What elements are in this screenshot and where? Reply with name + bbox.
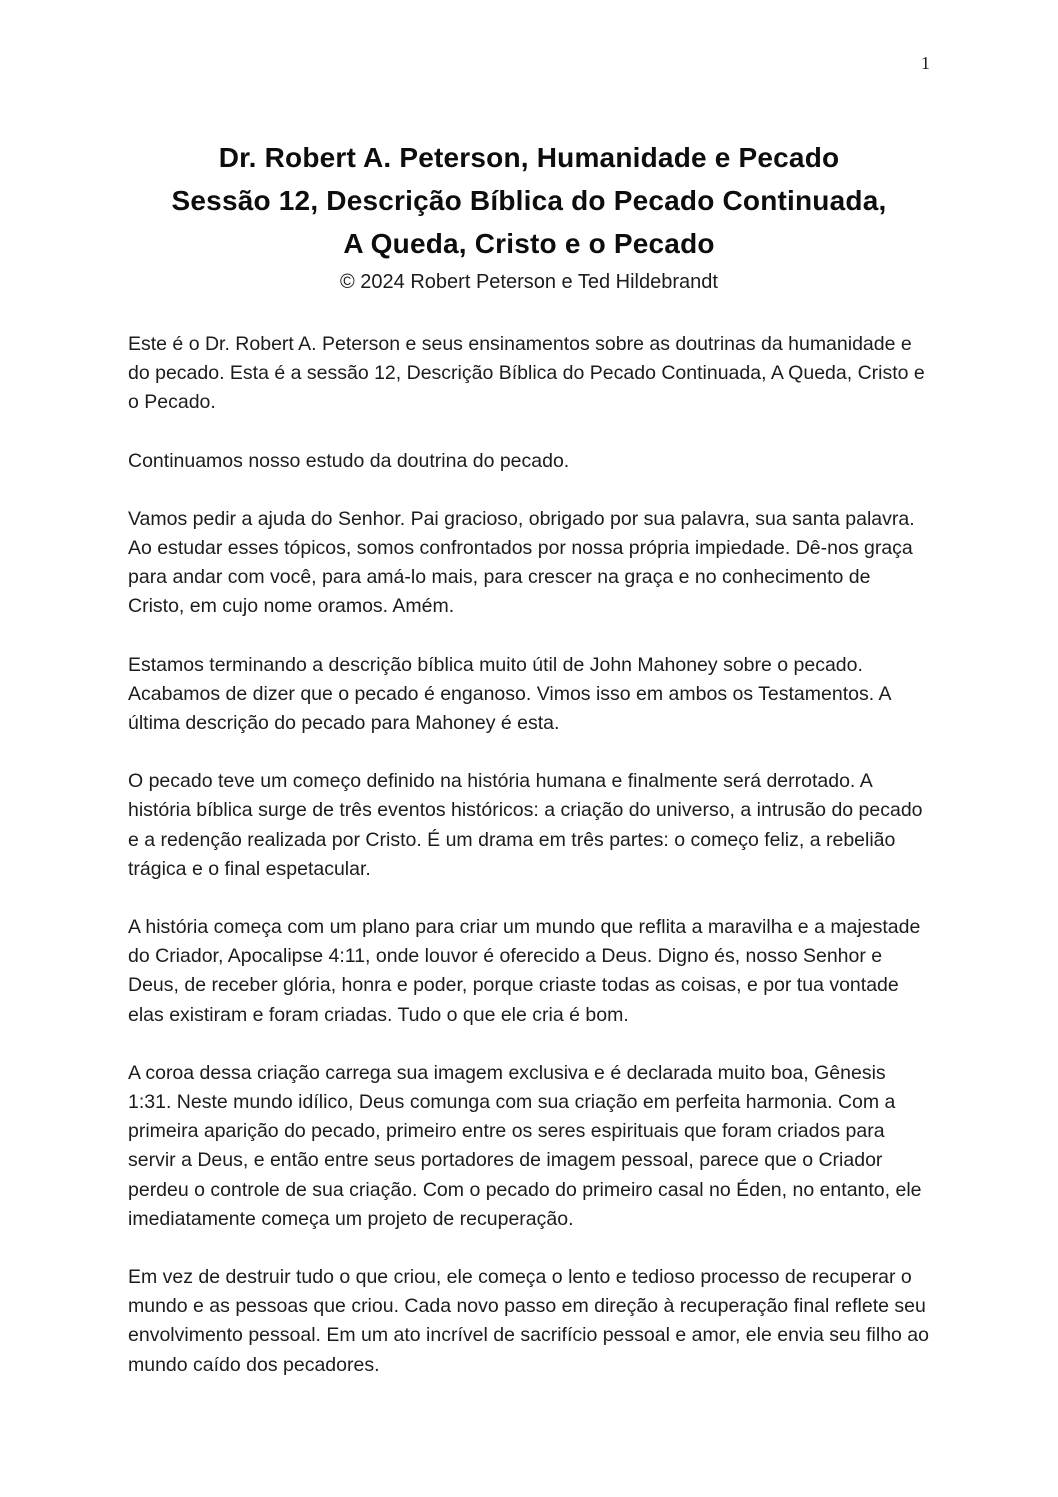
page-number: 1 <box>921 53 930 73</box>
copyright-line: © 2024 Robert Peterson e Ted Hildebrandt <box>340 271 718 293</box>
title-line-1: Dr. Robert A. Peterson, Humanidade e Pecado <box>218 142 840 173</box>
paragraph: Em vez de destruir tudo o que criou, ele começa o lento e tedioso processo de recuperar o mundo e as pessoas que criou. Cada novo passo em direção à recuperação final reflete seu envolvimento pessoal. Em um ato incrível de sacrifício pessoal e amor, ele envia seu filho ao mundo caído dos pecadores. <box>128 1266 929 1376</box>
paragraph: Este é o Dr. Robert A. Peterson e seus ensinamentos sobre as doutrinas da humanidade e do pecado. Esta é a sessão 12, Descrição Bíblica do Pecado Continuada, A Queda, Cristo e o Pecado. <box>128 333 925 414</box>
paragraph: Estamos terminando a descrição bíblica muito útil de John Mahoney sobre o pecado. Acabamos de dizer que o pecado é enganoso. Vimos isso em ambos os Testamentos. A última descrição do pecado para Mahoney é esta. <box>128 653 891 735</box>
paragraph: O pecado teve um começo definido na história humana e finalmente será derrotado. A história bíblica surge de três eventos históricos: a criação do universo, a intrusão do pecado e a redenção realizada por Cristo. É um drama em três partes: o começo feliz, a rebelião trágica e o final espetacular. <box>128 770 923 880</box>
paragraph: A coroa dessa criação carrega sua imagem exclusiva e é declarada muito boa, Gênesis 1:31. Neste mundo idílico, Deus comunga com sua criação em perfeita harmonia. Com a primeira aparição do pecado, primeiro entre os seres espirituais que foram criados para servir a Deus, e então entre seus portadores de imagem pessoal, parece que o Criador perdeu o controle de sua criação. Com o pecado do primeiro casal no Éden, no entanto, ele imediatamente começa um projeto de recuperação. <box>128 1061 922 1230</box>
title-line-2: Sessão 12, Descrição Bíblica do Pecado Continuada, <box>171 185 887 216</box>
paragraph: Vamos pedir a ajuda do Senhor. Pai gracioso, obrigado por sua palavra, sua santa palavra. Ao estudar esses tópicos, somos confrontados por nossa própria impiedade. Dê-nos graça para andar com você, para amá-lo mais, para crescer na graça e no conhecimento de Cristo, em cujo nome oramos. Amém. <box>128 507 915 618</box>
document-body <box>128 330 930 1380</box>
paragraph: A história começa com um plano para criar um mundo que reflita a maravilha e a majestade do Criador, Apocalipse 4:11, onde louvor é oferecido a Deus. Digno és, nosso Senhor e Deus, de receber glória, honra e poder, porque criaste todas as coisas, e por tua vontade elas existiram e foram criadas. Tudo o que ele cria é bom. <box>128 916 921 1026</box>
paragraph: Continuamos nosso estudo da doutrina do pecado. <box>128 449 570 472</box>
title-line-3: A Queda, Cristo e o Pecado <box>343 228 715 259</box>
document-title <box>128 136 930 265</box>
